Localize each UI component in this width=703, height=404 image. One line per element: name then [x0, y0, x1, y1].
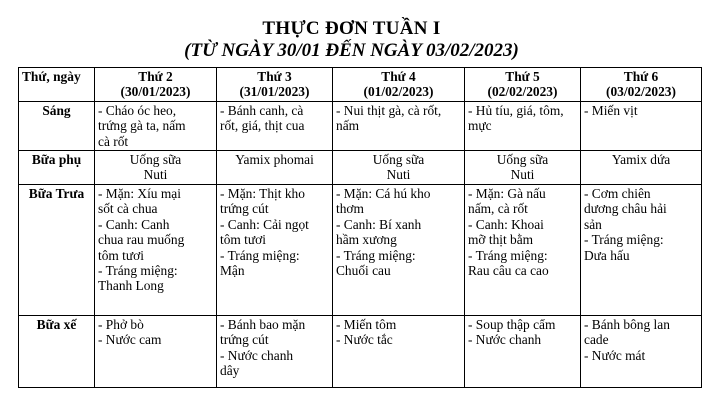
menu-item-line: - Nước mát: [584, 347, 646, 363]
row-bua-trua: [19, 185, 702, 316]
menu-item-line: - Nui thịt gà, cà rốt,: [336, 103, 442, 118]
menu-item-line: - Phở bò: [98, 317, 144, 332]
menu-item-line: - Mặn: Xíu mại: [98, 186, 181, 201]
menu-item-line: dây: [220, 363, 240, 379]
day-date: (02/02/2023): [487, 84, 558, 100]
header-day: [95, 68, 217, 102]
menu-cell: [95, 151, 217, 185]
menu-item-line: - Tráng miệng:: [336, 247, 416, 263]
page-subtitle: (TỪ NGÀY 30/01 ĐẾN NGÀY 03/02/2023): [184, 40, 519, 61]
menu-item-line: trứng gà ta, nấm: [98, 118, 186, 134]
menu-item-line: mỡ thịt bằm: [468, 232, 534, 248]
menu-item-line: - Canh: Bí xanh: [336, 216, 422, 232]
menu-cell: [465, 316, 581, 388]
menu-item-line: chua rau muống: [98, 232, 185, 248]
menu-item-line: thơm: [336, 201, 364, 217]
menu-item-line: nấm, cà rốt: [468, 201, 528, 217]
row-label: Bữa Trưa: [19, 185, 95, 316]
menu-item-line: sản: [584, 216, 602, 232]
menu-item-line: Thanh Long: [98, 278, 164, 294]
menu-item-line: - Tráng miệng:: [584, 232, 664, 248]
menu-item-line: - Soup thập cẩm: [468, 317, 556, 332]
day-name: Thứ 4: [381, 69, 416, 84]
menu-item-line: - Canh: Cải ngọt: [220, 216, 309, 232]
menu-item-line: - Cơm chiên: [584, 186, 651, 201]
page-title: THỰC ĐƠN TUẦN I: [262, 18, 441, 39]
menu-item-line: cà rốt: [98, 133, 129, 149]
day-name: Thứ 3: [257, 69, 292, 84]
menu-item-line: Yamix phomai: [235, 152, 314, 167]
day-name: Thứ 5: [505, 69, 540, 84]
menu-cell: [217, 185, 333, 316]
header-day: [217, 68, 333, 102]
menu-cell: [333, 151, 465, 185]
menu-cell: [217, 151, 333, 185]
menu-item-line: cade: [584, 332, 609, 348]
menu-cell: [95, 185, 217, 316]
header-day: [333, 68, 465, 102]
menu-item-line: - Canh: Khoai: [468, 216, 544, 232]
menu-item-line: - Hủ tíu, giá, tôm,: [468, 103, 564, 118]
menu-item-line: - Bánh canh, cà: [220, 103, 304, 118]
menu-cell: [333, 316, 465, 388]
row-label: Sáng: [19, 102, 95, 151]
menu-item-line: Chuối cau: [336, 263, 391, 279]
menu-cell: [581, 185, 702, 316]
menu-cell: [95, 316, 217, 388]
day-name: Thứ 6: [623, 69, 659, 84]
menu-item-line: Mận: [220, 263, 245, 279]
menu-item-line: - Tráng miệng:: [220, 247, 300, 263]
header-day: [465, 68, 581, 102]
menu-cell: [217, 102, 333, 151]
menu-cell: [95, 102, 217, 151]
menu-item-line: - Bánh bao mặn: [220, 317, 306, 332]
row-sang: [19, 102, 702, 151]
menu-item-line: trứng cút: [220, 201, 269, 217]
menu-item-line: - Mặn: Gà nấu: [468, 186, 546, 201]
menu-item-line: trứng cút: [220, 332, 269, 348]
menu-cell: [465, 102, 581, 151]
menu-item-line: - Canh: Canh: [98, 216, 170, 232]
menu-item-line: nấm: [336, 118, 360, 134]
menu-item-line: mực: [468, 118, 492, 134]
menu-item-line: - Tráng miệng:: [468, 247, 548, 263]
day-name: Thứ 2: [138, 69, 173, 84]
menu-cell: [581, 102, 702, 151]
day-date: (31/01/2023): [239, 84, 310, 100]
menu-item-line: - Cháo óc heo,: [98, 103, 177, 118]
menu-item-line: - Bánh bông lan: [584, 317, 670, 332]
menu-item-line: dương châu hải: [584, 201, 667, 217]
menu-cell: [333, 102, 465, 151]
menu-item-line: Yamix dứa: [611, 152, 671, 167]
menu-item-line: - Nước chanh: [468, 332, 542, 348]
row-bua-phu: [19, 151, 702, 185]
row-bua-xe: [19, 316, 702, 388]
menu-item-line: hầm xương: [336, 232, 397, 248]
menu-item-line: sốt cà chua: [98, 201, 158, 217]
menu-cell: [217, 316, 333, 388]
day-date: (03/02/2023): [606, 84, 676, 100]
header-corner: Thứ, ngày: [19, 68, 95, 102]
menu-item-line: Uống sữa: [129, 152, 182, 167]
menu-item-line: Rau câu ca cao: [468, 263, 549, 279]
menu-item-line: - Miến tôm: [336, 317, 397, 332]
menu-item-line: Uống sữa: [372, 152, 425, 167]
menu-item-line: tôm tươi: [220, 232, 266, 248]
day-date: (01/02/2023): [363, 84, 434, 100]
menu-cell: [465, 185, 581, 316]
menu-item-line: Nuti: [510, 167, 535, 183]
menu-cell: [333, 185, 465, 316]
menu-item-line: - Nước cam: [98, 332, 162, 348]
menu-item-line: tôm tươi: [98, 247, 144, 263]
menu-cell: [581, 316, 702, 388]
menu-item-line: - Mặn: Thịt kho: [220, 186, 305, 201]
menu-item-line: - Nước chanh: [220, 347, 294, 363]
menu-item-line: rốt, giá, thịt cua: [220, 118, 305, 134]
menu-item-line: Nuti: [143, 167, 168, 183]
header-day: [581, 68, 702, 102]
menu-item-line: Nuti: [386, 167, 411, 183]
header-row: [19, 68, 702, 102]
day-date: (30/01/2023): [120, 84, 191, 100]
menu-cell: [465, 151, 581, 185]
row-label: Bữa xế: [19, 316, 95, 388]
menu-item-line: - Nước tắc: [336, 332, 393, 348]
menu-item-line: Uống sữa: [496, 152, 549, 167]
weekly-menu-table: [18, 67, 702, 388]
menu-item-line: - Miến vịt: [584, 103, 638, 118]
menu-item-line: - Tráng miệng:: [98, 263, 178, 279]
row-label: Bữa phụ: [19, 151, 95, 185]
menu-item-line: Dưa hấu: [584, 247, 630, 263]
menu-cell: [581, 151, 702, 185]
menu-item-line: - Mặn: Cá hú kho: [336, 186, 431, 201]
